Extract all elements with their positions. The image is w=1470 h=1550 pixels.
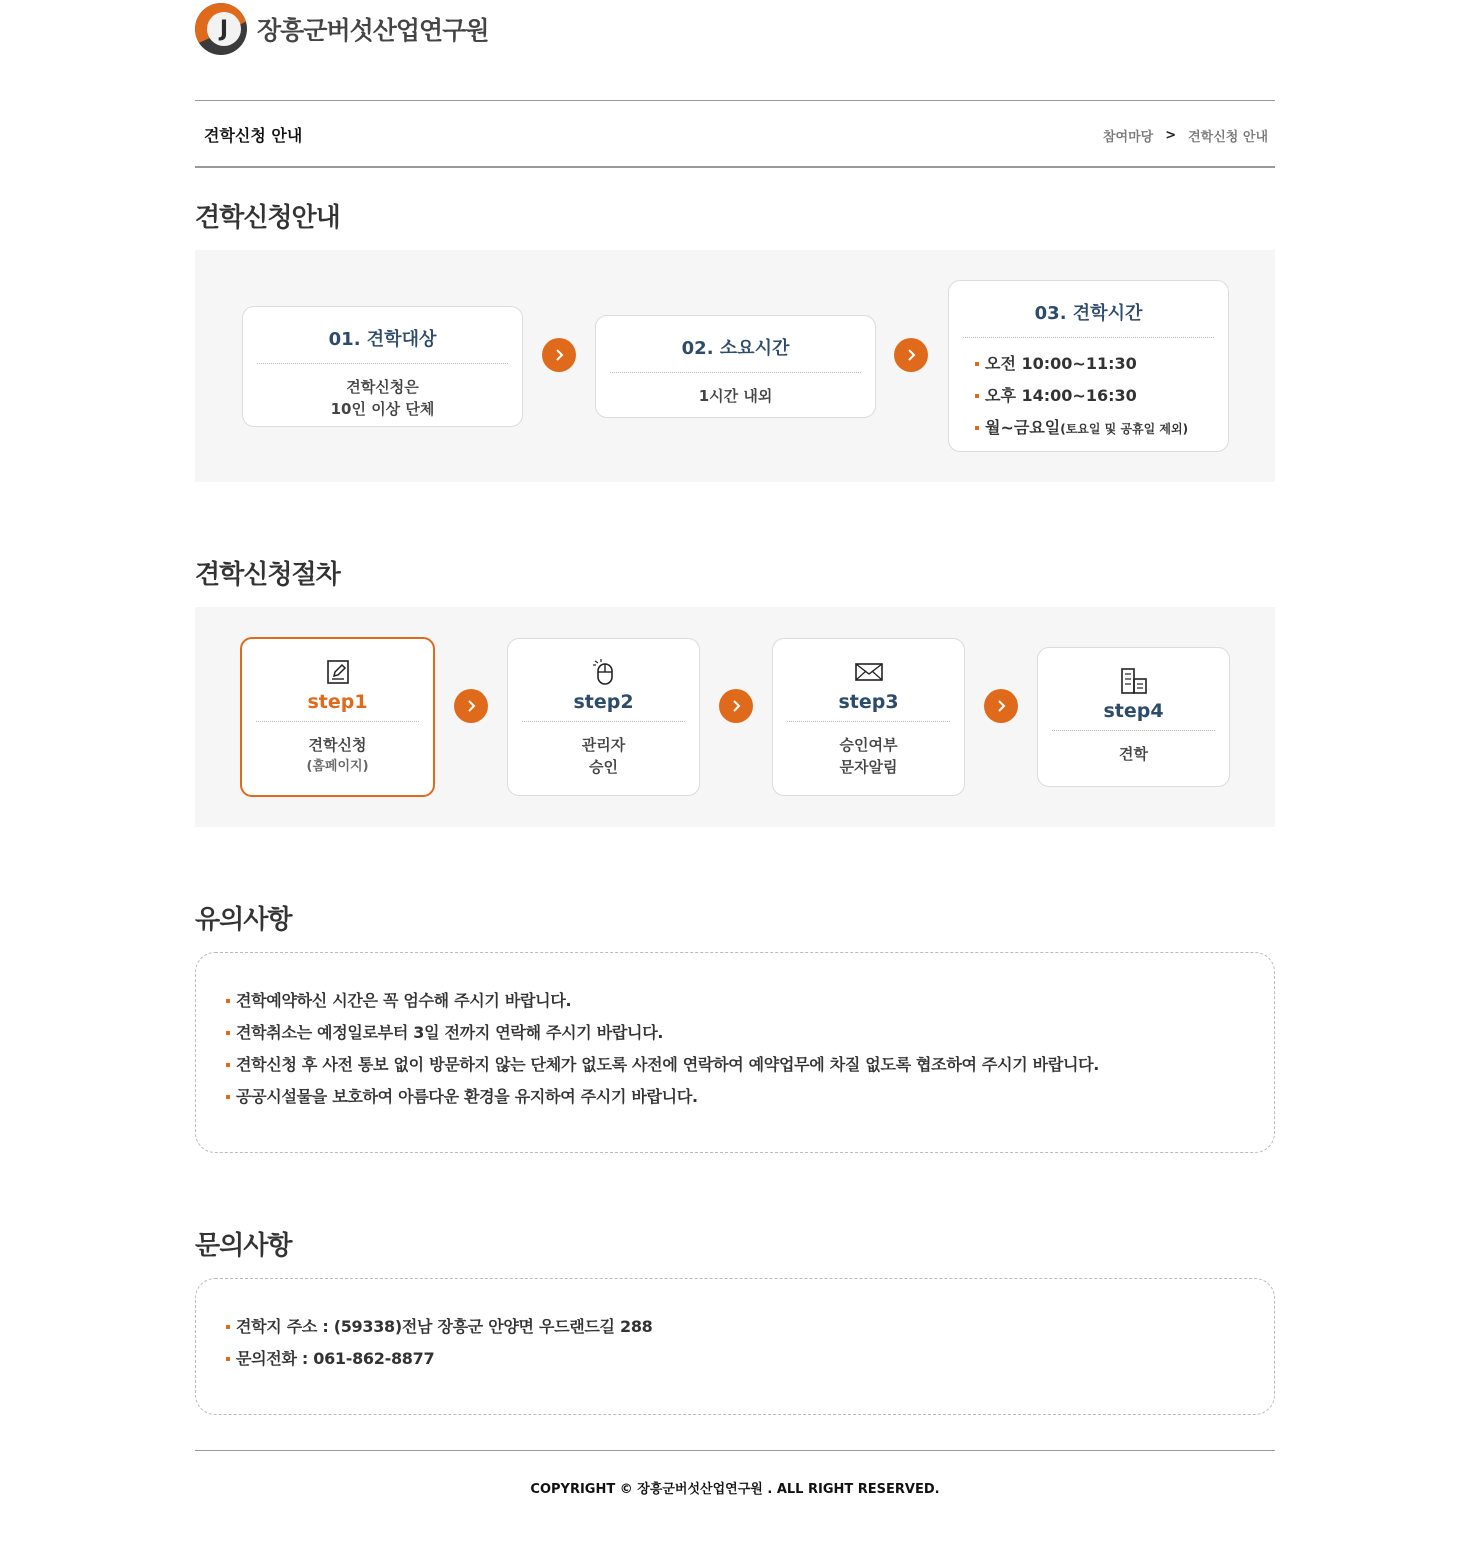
inquiry-box xyxy=(195,1278,1275,1415)
step-label: step1 xyxy=(256,691,419,722)
site-logo[interactable] xyxy=(195,2,489,56)
step-desc-sub: (홈페이지) xyxy=(306,759,369,774)
notice-section-title: 유의사항 xyxy=(195,905,292,935)
logo-mark-icon xyxy=(195,3,247,55)
step-desc-line: 승인여부 xyxy=(839,736,898,754)
page-title: 견학신청 안내 xyxy=(204,126,303,145)
chevron-right-icon xyxy=(894,338,928,372)
chevron-right-icon xyxy=(454,689,488,723)
step-desc-line: 견학 xyxy=(1119,745,1148,763)
footer-divider xyxy=(195,1450,1275,1451)
step-desc xyxy=(773,734,964,778)
step-desc-line: 견학신청 xyxy=(308,736,367,754)
notice-box xyxy=(195,952,1275,1153)
step-card-3 xyxy=(772,638,965,796)
breadcrumb-separator: > xyxy=(1165,128,1177,143)
step-desc xyxy=(508,734,699,778)
guide-card-line: 1시간 내외 xyxy=(698,387,773,405)
inquiry-item-phone: 문의전화 : 061-862-8877 xyxy=(226,1343,653,1375)
mouse-icon xyxy=(508,657,699,687)
inquiry-list xyxy=(226,1311,653,1375)
guide-hours-item: 오전 10:00~11:30 xyxy=(975,348,1228,380)
guide-card-hours xyxy=(948,280,1229,452)
guide-hours-exception: (토요일 및 공휴일 제외) xyxy=(1060,422,1189,436)
guide-card-line: 견학신청은 xyxy=(346,378,419,396)
logo-letter: J xyxy=(207,12,241,46)
step-desc-line: 승인 xyxy=(589,758,618,776)
notice-list xyxy=(226,985,1099,1113)
guide-card-body xyxy=(243,376,522,420)
guide-hours-list xyxy=(949,348,1228,445)
guide-hours-item xyxy=(975,412,1228,445)
notice-item: 견학예약하신 시간은 꼭 엄수해 주시기 바랍니다. xyxy=(226,985,1099,1017)
building-icon xyxy=(1038,666,1229,696)
breadcrumb xyxy=(1103,126,1268,145)
inquiry-item-address: 견학지 주소 : (59338)전남 장흥군 안양면 우드랜드길 288 xyxy=(226,1311,653,1343)
step-card-4 xyxy=(1037,647,1230,787)
notice-item: 견학신청 후 사전 통보 없이 방문하지 않는 단체가 없도록 사전에 연락하여 예약업무에 차질 없도록 협조하여 주시기 바랍니다. xyxy=(226,1049,1099,1081)
guide-panel xyxy=(195,250,1275,482)
site-name: 장흥군버섯산업연구원 xyxy=(257,16,489,45)
guide-card-line: 10인 이상 단체 xyxy=(330,400,435,418)
procedure-panel xyxy=(195,607,1275,827)
step-desc-line: 관리자 xyxy=(581,736,626,754)
guide-card-body xyxy=(596,385,875,407)
inquiry-section-title: 문의사항 xyxy=(195,1231,292,1261)
step-card-2 xyxy=(507,638,700,796)
guide-hours-days: 월~금요일 xyxy=(985,418,1061,437)
breadcrumb-item-current[interactable]: 견학신청 안내 xyxy=(1188,130,1268,145)
step-label: step4 xyxy=(1052,700,1215,731)
edit-icon xyxy=(242,657,433,687)
step-label: step3 xyxy=(787,691,950,722)
breadcrumb-item-participation[interactable]: 참여마당 xyxy=(1102,130,1154,145)
chevron-right-icon xyxy=(719,689,753,723)
chevron-right-icon xyxy=(984,689,1018,723)
step-desc xyxy=(1038,743,1229,765)
notice-item: 견학취소는 예정일로부터 3일 전까지 연락해 주시기 바랍니다. xyxy=(226,1017,1099,1049)
guide-section-title: 견학신청안내 xyxy=(195,203,340,233)
notice-item: 공공시설물을 보호하여 아름다운 환경을 유지하여 주시기 바랍니다. xyxy=(226,1081,1099,1113)
chevron-right-icon xyxy=(542,338,576,372)
mail-icon xyxy=(773,657,964,687)
sub-header-bar xyxy=(195,100,1275,168)
guide-card-head: 03. 견학시간 xyxy=(963,299,1214,338)
guide-card-head: 02. 소요시간 xyxy=(610,334,861,373)
procedure-section-title: 견학신청절차 xyxy=(195,560,340,590)
guide-hours-item: 오후 14:00~16:30 xyxy=(975,380,1228,412)
step-desc xyxy=(242,734,433,778)
guide-card-target xyxy=(242,306,523,427)
step-label: step2 xyxy=(522,691,685,722)
copyright-text: COPYRIGHT © 장흥군버섯산업연구원 . ALL RIGHT RESERVED. xyxy=(530,1482,940,1497)
guide-card-head: 01. 견학대상 xyxy=(257,325,508,364)
step-card-1 xyxy=(240,637,435,797)
guide-card-duration xyxy=(595,315,876,418)
step-desc-line: 문자알림 xyxy=(839,758,898,776)
